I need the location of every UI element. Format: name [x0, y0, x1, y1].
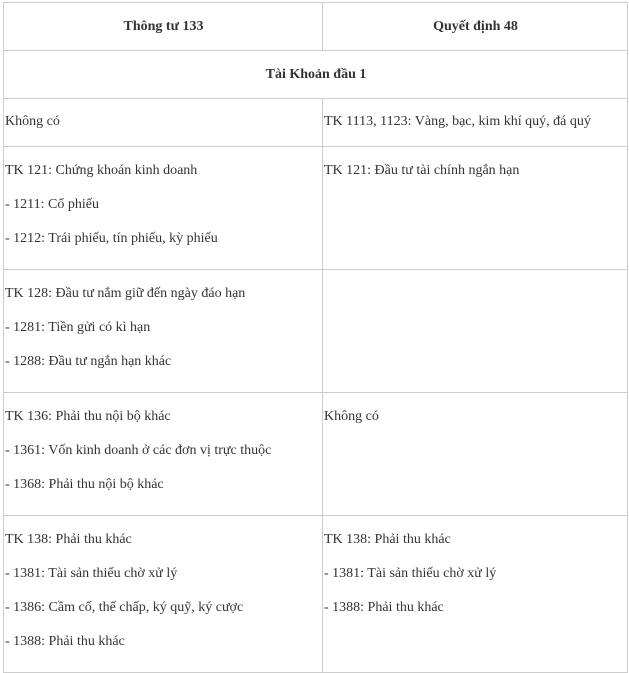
cell-line: TK 1113, 1123: Vàng, bạc, kim khí quý, đá quý	[324, 114, 591, 129]
cell-right	[323, 516, 628, 673]
table-row	[4, 393, 628, 516]
cell-line: TK 136: Phải thu nội bộ khác	[5, 409, 171, 424]
cell-line: - 1381: Tài sản thiếu chờ xử lý	[324, 566, 497, 581]
header-row	[4, 3, 628, 51]
cell-right	[323, 99, 628, 147]
section-row	[4, 51, 628, 99]
cell-line: TK 121: Chứng khoán kinh doanh	[5, 163, 198, 178]
cell-line: TK 138: Phải thu khác	[324, 532, 451, 547]
header-quyet-dinh-48: Quyết định 48	[323, 3, 628, 51]
cell-line: - 1211: Cổ phiếu	[5, 197, 99, 212]
cell-line: TK 121: Đầu tư tài chính ngắn hạn	[324, 163, 520, 178]
cell-left	[4, 99, 323, 147]
cell-left	[4, 270, 323, 393]
cell-right	[323, 393, 628, 516]
cell-line: TK 128: Đầu tư nắm giữ đến ngày đáo hạn	[5, 286, 246, 301]
cell-line: - 1368: Phải thu nội bộ khác	[5, 477, 164, 492]
table-row	[4, 147, 628, 270]
cell-line: - 1386: Cầm cố, thế chấp, ký quỹ, ký cược	[5, 600, 244, 615]
cell-line: Không có	[324, 409, 379, 424]
table-row	[4, 99, 628, 147]
cell-line: - 1381: Tài sản thiếu chờ xử lý	[5, 566, 178, 581]
cell-left	[4, 516, 323, 673]
cell-right	[323, 270, 628, 393]
cell-left	[4, 147, 323, 270]
comparison-table	[3, 2, 628, 673]
cell-left	[4, 393, 323, 516]
cell-line: - 1388: Phải thu khác	[5, 634, 125, 649]
cell-line: - 1288: Đầu tư ngắn hạn khác	[5, 354, 172, 369]
header-thong-tu-133: Thông tư 133	[4, 3, 323, 51]
cell-line: TK 138: Phải thu khác	[5, 532, 132, 547]
cell-line: - 1281: Tiền gửi có kì hạn	[5, 320, 151, 335]
section-title: Tài Khoản đầu 1	[4, 51, 628, 99]
cell-line: - 1212: Trái phiếu, tín phiếu, kỳ phiếu	[5, 231, 218, 246]
cell-line: Không có	[5, 114, 60, 129]
cell-line: - 1361: Vốn kinh doanh ở các đơn vị trực thuộc	[5, 443, 272, 458]
cell-right	[323, 147, 628, 270]
table-row	[4, 516, 628, 673]
cell-line: - 1388: Phải thu khác	[324, 600, 444, 615]
table-row	[4, 270, 628, 393]
